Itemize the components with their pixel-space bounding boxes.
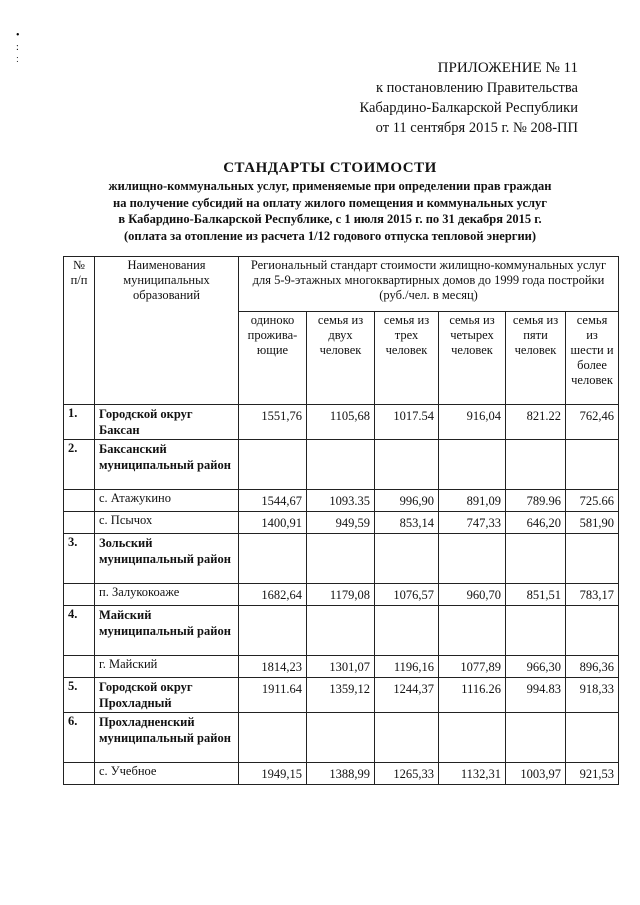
row-value: 1682,64	[239, 584, 307, 606]
row-name: с. Атажукино	[95, 490, 239, 512]
row-value: 1911.64	[239, 678, 307, 713]
subheader-1: одиноко прожива-ющие	[239, 312, 307, 405]
table-row	[64, 656, 619, 678]
row-value: 921,53	[566, 763, 619, 785]
row-number	[64, 763, 95, 785]
row-value	[239, 440, 307, 490]
subheader-5: семья из пяти человек	[506, 312, 566, 405]
row-number	[64, 512, 95, 534]
row-value	[307, 534, 375, 584]
row-value: 1093.35	[307, 490, 375, 512]
row-value: 891,09	[439, 490, 506, 512]
row-value	[439, 440, 506, 490]
row-value: 725.66	[566, 490, 619, 512]
row-value	[375, 606, 439, 656]
row-value: 789.96	[506, 490, 566, 512]
row-value	[566, 606, 619, 656]
table-row	[64, 713, 619, 763]
annex-header	[318, 58, 578, 138]
table-row	[64, 584, 619, 606]
title-main: СТАНДАРТЫ СТОИМОСТИ	[223, 160, 437, 176]
table-row	[64, 763, 619, 785]
row-value	[566, 440, 619, 490]
header-group: Региональный стандарт стоимости жилищно-коммунальных услуг для 5-9-этажных многоквартирных домов до 1999 года постройки (руб./чел. в месяц)	[239, 257, 619, 312]
row-number: 1.	[64, 405, 95, 440]
row-value: 1116.26	[439, 678, 506, 713]
row-name: Городской округ Баксан	[95, 405, 239, 440]
row-value: 851,51	[506, 584, 566, 606]
row-value	[375, 713, 439, 763]
subheader-2: семья из двух человек	[307, 312, 375, 405]
row-value: 1388,99	[307, 763, 375, 785]
row-name: Майский муниципальный район	[95, 606, 239, 656]
table-row	[64, 512, 619, 534]
row-value: 1400,91	[239, 512, 307, 534]
row-number	[64, 584, 95, 606]
row-value: 1132,31	[439, 763, 506, 785]
row-number: 5.	[64, 678, 95, 713]
document-title	[60, 158, 600, 244]
row-number: 6.	[64, 713, 95, 763]
subheader-4: семья из четырех человек	[439, 312, 506, 405]
scan-marks: • : ː	[16, 30, 20, 65]
row-value: 994.83	[506, 678, 566, 713]
table-body	[64, 405, 619, 785]
table-row	[64, 405, 619, 440]
row-value	[307, 713, 375, 763]
row-number	[64, 656, 95, 678]
row-value: 1949,15	[239, 763, 307, 785]
row-value	[375, 534, 439, 584]
subheader-6: семья из шести и более человек	[566, 312, 619, 405]
table-row	[64, 490, 619, 512]
row-value: 1017.54	[375, 405, 439, 440]
row-name: Зольский муниципальный район	[95, 534, 239, 584]
row-name: Прохладненский муниципальный район	[95, 713, 239, 763]
row-name: Городской округ Прохладный	[95, 678, 239, 713]
header-name: Наименования муниципальных образований	[95, 257, 239, 405]
row-value	[239, 606, 307, 656]
row-value: 996,90	[375, 490, 439, 512]
row-value	[506, 713, 566, 763]
row-value: 1544,67	[239, 490, 307, 512]
row-name: Баксанский муниципальный район	[95, 440, 239, 490]
row-number: 4.	[64, 606, 95, 656]
table-row	[64, 606, 619, 656]
annex-line-2: Кабардино-Балкарской Республики	[359, 100, 578, 116]
row-value: 1077,89	[439, 656, 506, 678]
row-value: 1003,97	[506, 763, 566, 785]
row-number: 3.	[64, 534, 95, 584]
table-row	[64, 534, 619, 584]
row-value	[506, 606, 566, 656]
row-value: 1301,07	[307, 656, 375, 678]
row-value: 1076,57	[375, 584, 439, 606]
row-value	[239, 713, 307, 763]
row-value: 1244,37	[375, 678, 439, 713]
row-name: с. Учебное	[95, 763, 239, 785]
row-value	[439, 534, 506, 584]
table-row	[64, 440, 619, 490]
row-value	[439, 713, 506, 763]
row-value: 1814,23	[239, 656, 307, 678]
row-value: 646,20	[506, 512, 566, 534]
row-value: 581,90	[566, 512, 619, 534]
row-value: 853,14	[375, 512, 439, 534]
annex-line-3: от 11 сентября 2015 г. № 208-ПП	[375, 120, 578, 136]
row-value	[439, 606, 506, 656]
row-name: г. Майский	[95, 656, 239, 678]
title-line-3: в Кабардино-Балкарской Республике, с 1 июля 2015 г. по 31 декабря 2015 г.	[118, 212, 542, 226]
row-name: п. Залукокоаже	[95, 584, 239, 606]
annex-line-1: к постановлению Правительства	[376, 80, 578, 96]
row-value: 747,33	[439, 512, 506, 534]
table-row	[64, 678, 619, 713]
row-value: 783,17	[566, 584, 619, 606]
row-name: с. Псычох	[95, 512, 239, 534]
row-value	[239, 534, 307, 584]
title-line-2: на получение субсидий на оплату жилого помещения и коммунальных услуг	[113, 195, 547, 210]
standards-table	[63, 256, 619, 785]
row-value	[375, 440, 439, 490]
row-value	[307, 440, 375, 490]
row-value: 1359,12	[307, 678, 375, 713]
title-line-4: (оплата за отопление из расчета 1/12 годового отпуска тепловой энергии)	[123, 228, 537, 243]
row-value: 916,04	[439, 405, 506, 440]
row-value	[506, 440, 566, 490]
row-value: 1196,16	[375, 656, 439, 678]
header-number: № п/п	[64, 257, 95, 405]
row-value: 949,59	[307, 512, 375, 534]
row-value: 1105,68	[307, 405, 375, 440]
row-number: 2.	[64, 440, 95, 490]
row-value	[506, 534, 566, 584]
row-value	[566, 534, 619, 584]
row-number	[64, 490, 95, 512]
row-value: 966,30	[506, 656, 566, 678]
row-value: 960,70	[439, 584, 506, 606]
subheader-3: семья из трех человек	[375, 312, 439, 405]
annex-number: ПРИЛОЖЕНИЕ № 11	[437, 60, 578, 76]
row-value: 1265,33	[375, 763, 439, 785]
row-value	[307, 606, 375, 656]
row-value: 821.22	[506, 405, 566, 440]
row-value: 762,46	[566, 405, 619, 440]
title-line-1: жилищно-коммунальных услуг, применяемые при определении прав граждан	[108, 179, 552, 193]
row-value: 896,36	[566, 656, 619, 678]
row-value: 1179,08	[307, 584, 375, 606]
row-value	[566, 713, 619, 763]
row-value: 918,33	[566, 678, 619, 713]
row-value: 1551,76	[239, 405, 307, 440]
